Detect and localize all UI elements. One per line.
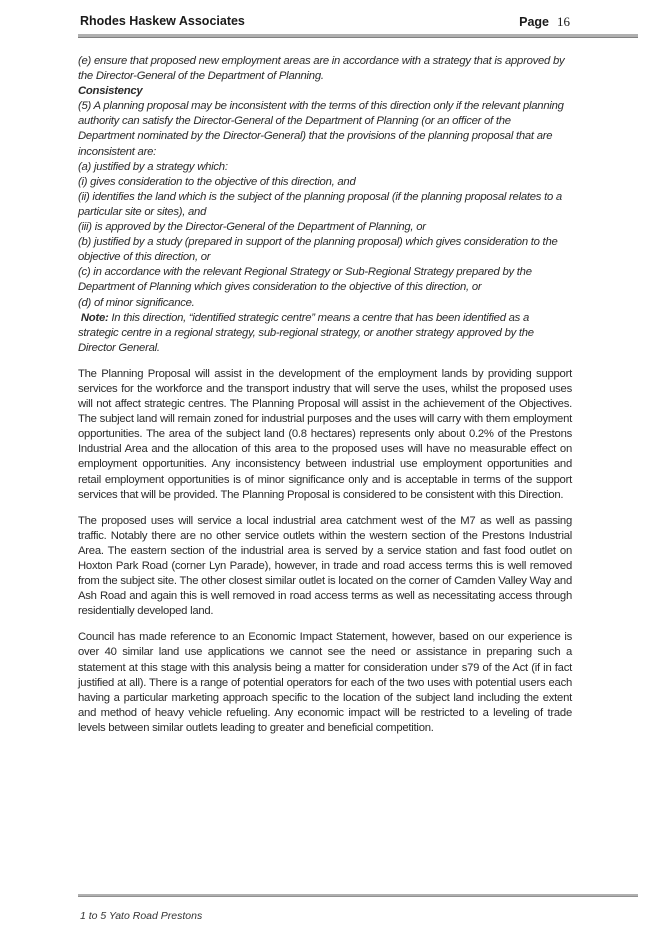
clause-d: (d) of minor significance. bbox=[78, 296, 195, 309]
note-label: Note: bbox=[80, 311, 109, 324]
clause-c: (c) in accordance with the relevant Regional Strategy or Sub-Regional Strategy prepared by the Department of Planning which gives consideration to the objective of this direction, or bbox=[78, 266, 532, 294]
consistency-heading: Consistency bbox=[78, 85, 143, 98]
clause-a: (a) justified by a strategy which: bbox=[78, 160, 228, 173]
body-paragraph: The proposed uses will service a local industrial area catchment west of the M7 as well as passing traffic. Notably there are no other service outlets within the western section of the Prestons Industrial Area. The eastern section of the industrial area is served by a service station and fast food outlet on Hoxton Park Road (corner Lyn Parade), however, in trade and road access terms this is well removed from the subject site. The other closest similar outlet is located on the corner of Camden Valley Way and Ash Road and again this is well removed in road access terms as well as necessitating access through residentially developed land. bbox=[78, 514, 572, 618]
company-name: Rhodes Haskew Associates bbox=[80, 14, 245, 28]
clause-i: (i) gives consideration to the objective of this direction, and bbox=[78, 175, 356, 188]
clause-e: (e) ensure that proposed new employment areas are in accordance with a strategy that is approved by the Director-General of the Department of Planning. bbox=[78, 55, 565, 83]
clause-ii: (ii) identifies the land which is the subject of the planning proposal (if the planning proposal relates to a particular site or sites), and bbox=[78, 190, 562, 218]
clause-5-continued: Department nominated by the Director-General) that the provisions of the planning proposal that are inconsistent are: bbox=[78, 130, 553, 158]
quoted-direction bbox=[78, 54, 572, 356]
footer-divider bbox=[78, 894, 638, 897]
page-number: 16 bbox=[557, 14, 570, 29]
page-header bbox=[80, 12, 570, 34]
clause-5: (5) A planning proposal may be inconsistent with the terms of this direction only if the relevant planning authority can satisfy the Director-General of the Department of Planning (or an officer of the bbox=[78, 100, 564, 128]
body-paragraph: Council has made reference to an Economic Impact Statement, however, based on our experience is over 40 similar land use applications we cannot see the need or assistance in preparing such a statement at this stage with this analysis being a matter for consideration under s79 of the Act (if in fact justified at all). There is a range of potential operators for each of the two uses with potential users each having a particular marketing approach specific to the location of the subject land including the extent and method of heavy vehicle refueling. Any economic impact will be restricted to a leveling of trade levels between similar outlets leading to greater and beneficial competition. bbox=[78, 631, 572, 734]
page-label: Page bbox=[519, 15, 549, 29]
note bbox=[78, 311, 572, 356]
page-indicator bbox=[519, 14, 570, 30]
clause-iii: (iii) is approved by the Director-General of the Department of Planning, or bbox=[78, 221, 426, 234]
page-content bbox=[78, 54, 572, 736]
clause-b: (b) justified by a study (prepared in support of the planning proposal) which gives consideration to the objective of this direction, or bbox=[78, 236, 558, 264]
footer-address: 1 to 5 Yato Road Prestons bbox=[80, 910, 203, 922]
note-text: In this direction, “identified strategic centre” means a centre that has been identified as a strategic centre in a regional strategy, sub-regional strategy, or another strategy approved by the Director General. bbox=[78, 311, 534, 354]
body-paragraph: The Planning Proposal will assist in the development of the employment lands by providing support services for the workforce and the transport industry that will serve the uses, whilst the proposed uses will not affect strategic centres. The Planning Proposal will assist in the achievement of the Objectives. The subject land will remain zoned for industrial purposes and the uses will carry with them employment opportunities. The area of the subject land (0.8 hectares) represents only about 0.2% of the Prestons Industrial Area and the allocation of this area to the proposed uses will have no measurable effect on employment opportunities. Any inconsistency between industrial use employment opportunities and retail employment opportunities is of minor significance only and is acceptable in terms of the support services that will be provided. The Planning Proposal is considered to be consistent with this Direction. bbox=[78, 367, 572, 501]
header-divider bbox=[78, 34, 638, 38]
